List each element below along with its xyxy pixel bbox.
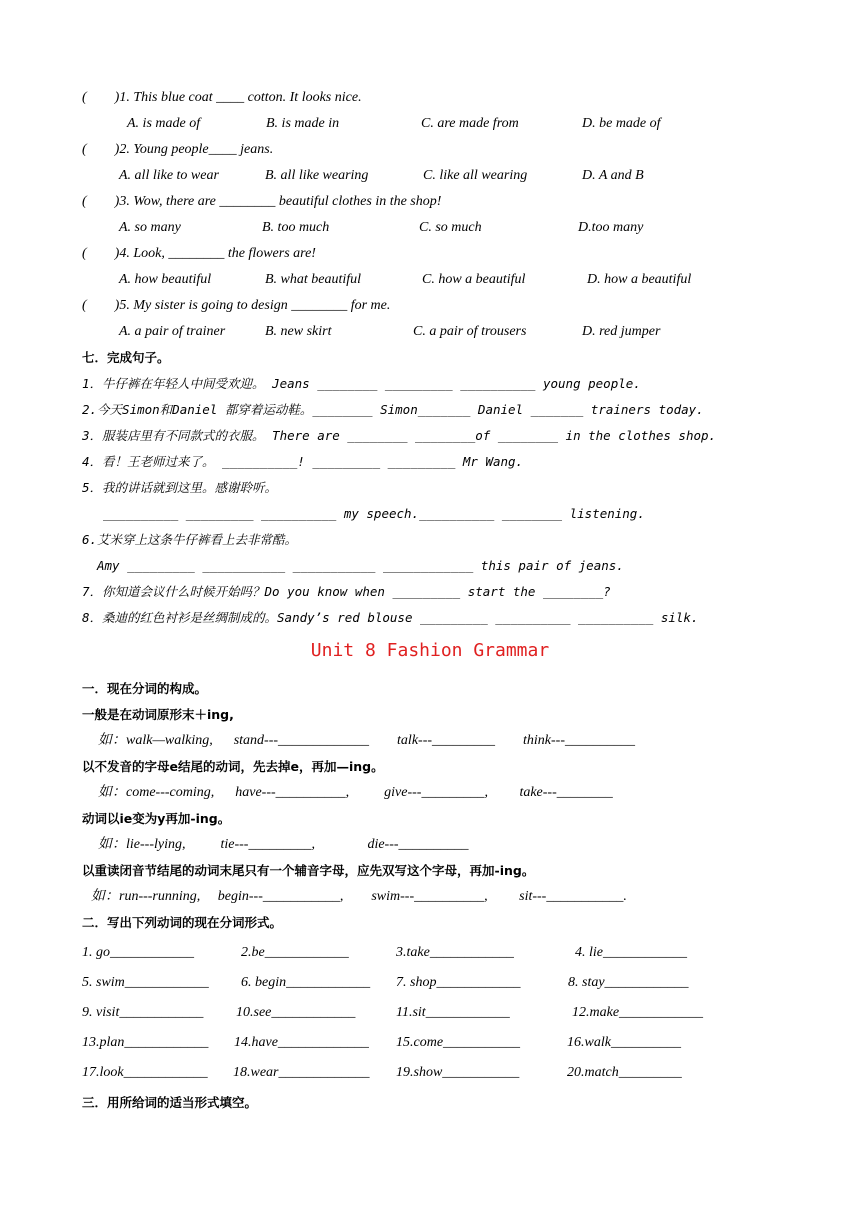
translation-sentence: Amy _________ ___________ ___________ ____________ this pair of jeans. bbox=[97, 558, 624, 573]
section-heading: 三．用所给词的适当形式填空。 bbox=[82, 1095, 258, 1110]
example-line: 如：walk—walking, stand---_____________ talk---_________ think---__________ bbox=[98, 733, 636, 748]
verb-item: 9. visit____________ bbox=[82, 1005, 204, 1020]
rule-text: 以重读闭音节结尾的动词末尾只有一个辅音字母，应先双写这个字母，再加-ing。 bbox=[82, 863, 535, 878]
translation-sentence: __________ _________ __________ my speech.__________ ________ listening. bbox=[103, 506, 645, 521]
section-heading: 二．写出下列动词的现在分词形式。 bbox=[82, 915, 283, 930]
mc-question-3: ( )3. Wow, there are ________ beautiful clothes in the shop! bbox=[82, 194, 442, 209]
mc-question-1: ( )1. This blue coat ____ cotton. It looks nice. bbox=[82, 90, 362, 105]
mc-option: D.too many bbox=[578, 220, 644, 235]
verb-item: 2.be____________ bbox=[241, 945, 349, 960]
mc-option: B. too much bbox=[262, 220, 330, 235]
verb-item: 3.take____________ bbox=[396, 945, 514, 960]
verb-item: 4. lie____________ bbox=[575, 945, 687, 960]
example-line: 如：lie---lying, tie---_________, die---__________ bbox=[98, 837, 469, 852]
verb-item: 5. swim____________ bbox=[82, 975, 209, 990]
verb-item: 11.sit____________ bbox=[396, 1005, 510, 1020]
mc-option: B. all like wearing bbox=[265, 168, 369, 183]
translation-sentence: 6.艾米穿上这条牛仔裤看上去非常酷。 bbox=[82, 532, 298, 547]
verb-item: 15.come___________ bbox=[396, 1035, 521, 1050]
mc-option: A. how beautiful bbox=[119, 272, 212, 287]
mc-option: B. what beautiful bbox=[265, 272, 362, 287]
example-line: 如：run---running, begin---___________, swim---__________, sit---___________. bbox=[91, 889, 627, 904]
translation-sentence: 1．牛仔裤在年轻人中间受欢迎。 Jeans ________ _________ __________ young people. bbox=[82, 376, 641, 391]
verb-item: 12.make____________ bbox=[572, 1005, 704, 1020]
verb-item: 20.match_________ bbox=[567, 1065, 682, 1080]
rule-text: 动词以ie变为y再加-ing。 bbox=[82, 811, 231, 826]
mc-option: D. A and B bbox=[582, 168, 644, 183]
mc-option: C. are made from bbox=[421, 116, 519, 131]
verb-item: 19.show___________ bbox=[396, 1065, 520, 1080]
mc-option: C. like all wearing bbox=[423, 168, 528, 183]
mc-question-5: ( )5. My sister is going to design ________ for me. bbox=[82, 298, 391, 313]
unit-title: Unit 8 Fashion Grammar bbox=[310, 640, 550, 661]
translation-sentence: 4．看！王老师过来了。 __________! _________ _________ Mr Wang. bbox=[82, 454, 524, 469]
mc-option: C. how a beautiful bbox=[422, 272, 526, 287]
verb-item: 17.look____________ bbox=[82, 1065, 208, 1080]
translation-sentence: 7．你知道会议什么时候开始吗？Do you know when _________ start the ________? bbox=[82, 584, 611, 599]
mc-question-4: ( )4. Look, ________ the flowers are! bbox=[82, 246, 316, 261]
mc-option: B. is made in bbox=[266, 116, 340, 131]
mc-option: D. red jumper bbox=[582, 324, 661, 339]
mc-option: B. new skirt bbox=[265, 324, 332, 339]
translation-sentence: 5．我的讲话就到这里。感谢聆听。 bbox=[82, 480, 278, 495]
verb-item: 8. stay____________ bbox=[568, 975, 689, 990]
mc-option: A. so many bbox=[119, 220, 181, 235]
mc-option: D. be made of bbox=[582, 116, 661, 131]
mc-question-2: ( )2. Young people____ jeans. bbox=[82, 142, 274, 157]
mc-option: C. so much bbox=[419, 220, 482, 235]
section-heading: 七．完成句子。 bbox=[82, 350, 170, 365]
section-heading: 一．现在分词的构成。 bbox=[82, 681, 208, 696]
translation-sentence: 2.今天Simon和Daniel 都穿着运动鞋。________ Simon_______ Daniel _______ trainers today. bbox=[82, 402, 704, 417]
translation-sentence: 3．服装店里有不同款式的衣服。 There are ________ ________of ________ in the clothes shop. bbox=[82, 428, 717, 443]
mc-option: C. a pair of trousers bbox=[413, 324, 527, 339]
rule-text: 以不发音的字母e结尾的动词，先去掉e，再加—ing。 bbox=[82, 759, 384, 774]
example-line: 如：come---coming, have---__________, give---_________, take---________ bbox=[98, 785, 613, 800]
mc-option: A. all like to wear bbox=[119, 168, 219, 183]
verb-item: 18.wear_____________ bbox=[233, 1065, 370, 1080]
mc-option: A. a pair of trainer bbox=[119, 324, 226, 339]
verb-item: 13.plan____________ bbox=[82, 1035, 209, 1050]
translation-sentence: 8．桑迪的红色衬衫是丝绸制成的。Sandy’s red blouse _________ __________ __________ silk. bbox=[82, 610, 699, 625]
rule-text: 一般是在动词原形末＋ing, bbox=[82, 707, 234, 722]
verb-item: 6. begin____________ bbox=[241, 975, 371, 990]
verb-item: 1. go____________ bbox=[82, 945, 194, 960]
verb-item: 16.walk__________ bbox=[567, 1035, 681, 1050]
verb-item: 14.have_____________ bbox=[234, 1035, 369, 1050]
verb-item: 7. shop____________ bbox=[396, 975, 521, 990]
mc-option: D. how a beautiful bbox=[587, 272, 692, 287]
mc-option: A. is made of bbox=[127, 116, 201, 131]
verb-item: 10.see____________ bbox=[236, 1005, 356, 1020]
